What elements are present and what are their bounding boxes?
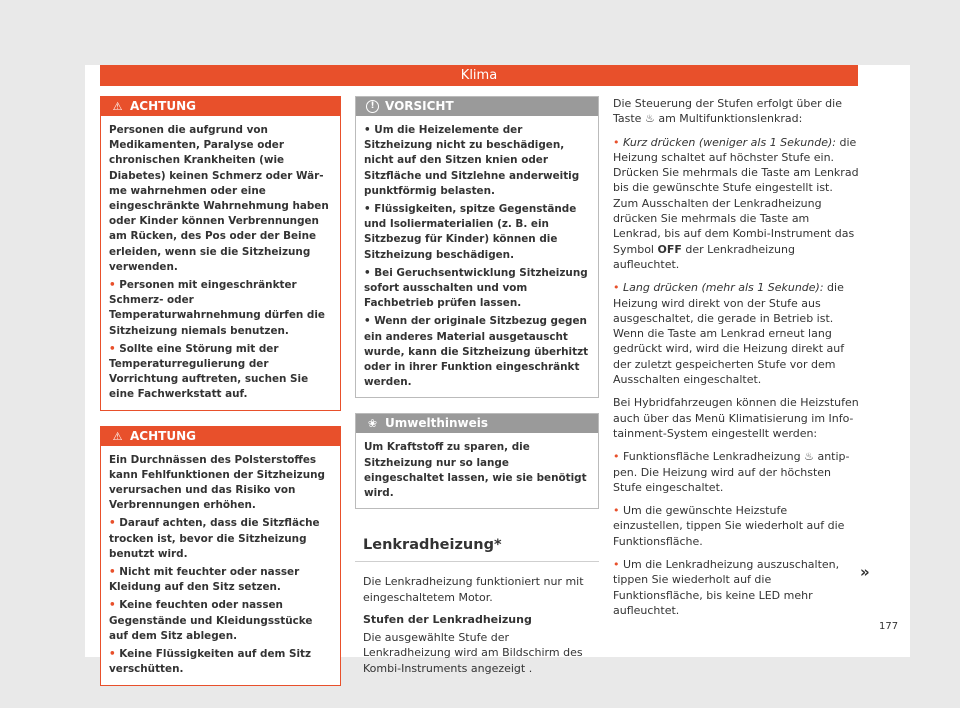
steering-wheel-heat-icon: ♨ (644, 112, 655, 126)
leaf-icon: ❀ (367, 417, 378, 431)
bullet-icon: • (364, 266, 375, 279)
bullet-icon: • (109, 517, 120, 530)
caution-bullet: • Flüssigkeiten, spitze Gegenstände und Isoliermaterialien (z. B. ein Sitzbezug für Kinder) können die Sitzheizung beschädigen. (364, 203, 577, 261)
stufen-text: Die ausgewählte Stufe der Lenkradheizung wird am Bildschirm des Kombi-Instruments angezeigt . (363, 631, 583, 675)
environment-box-title: Umwelthinweis (385, 416, 489, 431)
warning-box-2-bullet: • Darauf achten, dass die Sitzfläche trocken ist, bevor die Sitzheizung benutzt wird. (109, 517, 320, 560)
bullet-icon: • (364, 203, 375, 216)
warning-box-2-bullet: • Nicht mit feuchter oder nasser Kleidung auf den Sitz setzen. (109, 566, 300, 594)
column-1 (100, 96, 341, 701)
bullet-icon: • (109, 566, 120, 579)
warning-box-2-bullet: • Keine Flüssigkeiten auf dem Sitz verschütten. (109, 648, 312, 676)
short-press-paragraph: • Kurz drücken (weniger als 1 Sekunde): die Heizung schaltet auf höchster Stufe ein. Drücken Sie mehrmals die Taste am Lenkrad bis die gewünschte Stufe eingestellt ist. Zum Ausschalten der Lenkradheizung drücken Sie mehrmals die Taste am Lenkrad, bis auf dem Kombi-Instrument das Symbol OFF der Lenkradheizung aufleuchtet. (613, 135, 859, 271)
bullet-icon: • (613, 504, 623, 518)
page-number: 177 (879, 621, 899, 632)
hybrid-paragraph: Bei Hybridfahrzeugen können die Heizstufen auch über das Menü Klimatisierung im Infotainment-System eingestellt werden: (613, 396, 859, 440)
bullet-icon: • (109, 342, 120, 355)
bullet-icon: • (109, 599, 120, 612)
warning-box-2-header (101, 427, 340, 446)
bullet-icon: • (613, 135, 623, 149)
bullet-icon: • (109, 279, 120, 292)
steering-wheel-heat-icon: ♨ (804, 450, 814, 464)
section-intro: Die Lenkradheizung funktioniert nur mit eingeschaltetem Motor. (363, 575, 584, 604)
warning-triangle-icon: ⚠ (112, 100, 123, 113)
warning-box-1 (100, 96, 341, 411)
warning-box-2-body (101, 446, 340, 685)
caution-bullet: • Bei Geruchsentwicklung Sitzheizung sofort ausschalten und vom Fachbetrieb prüfen lassen. (364, 266, 588, 310)
warning-box-1-intro: Personen die aufgrund von Medikamenten, Paralyse oder chronischen Krankheiten (wie Diabetes) keinen Schmerz oder Wärme wahrnehmen oder eine eingeschränkte Wahrnehmung haben oder Kinder können Verbrennungen am Rücken, des Pos oder der Beine erleiden, wenn sie die Sitzheizung verwenden. (109, 124, 329, 273)
chapter-title: Klima (460, 68, 498, 83)
warning-box-1-title: ACHTUNG (130, 99, 196, 113)
long-press-paragraph: • Lang drücken (mehr als 1 Sekunde): die Heizung wird direkt von der Stufe aus ausgeschaltet, die gerade in Betrieb ist. Wenn die Taste am Lenkrad erneut lang gedrückt wird, wird die Heizung direkt auf der zuletzt gespeicherten Stufe vor dem Ausschalten eingeschaltet. (613, 281, 845, 387)
warning-box-1-bullet: • Personen mit eingeschränkter Schmerz- oder Temperaturwahrnehmung dürfen die Sitzheizung niemals benutzen. (109, 279, 325, 337)
bullet-icon: • (364, 124, 375, 136)
bullet-icon: • (613, 450, 623, 464)
bullet-icon: • (109, 648, 120, 661)
section-title: Lenkradheizung* (363, 537, 502, 554)
column-3 (613, 96, 859, 626)
section-body (355, 574, 599, 676)
column-3-body (613, 96, 859, 618)
section-divider (355, 561, 599, 562)
caution-box-body (356, 116, 598, 397)
warning-box-1-header (101, 97, 340, 116)
warning-box-2-title: ACHTUNG (130, 428, 196, 443)
environment-text: Um Kraftstoff zu sparen, die Sitzheizung nur so lange eingeschaltet lassen, wie sie benötigt wird. (364, 441, 587, 500)
column-2 (355, 96, 599, 683)
caution-bullet: • Wenn der originale Sitzbezug gegen ein anderes Material ausgetauscht wurde, kann die Sitzheizung überhitzt oder in ihrer Funktion eingeschränkt werden. (364, 315, 589, 389)
caution-box (355, 96, 599, 398)
warning-box-2-intro: Ein Durchnässen des Polsterstoffes kann Fehlfunktionen der Sitzheizung verursachen und das Risiko von Verbrennungen erhöhen. (109, 453, 325, 512)
bullet-icon: • (613, 558, 623, 572)
bullet-icon: • (364, 315, 375, 328)
warning-box-1-bullet: • Sollte eine Störung mit der Temperaturregulierung der Vorrichtung auftreten, suchen Sie eine Fachwerkstatt auf. (109, 342, 309, 401)
warning-triangle-icon: ⚠ (112, 429, 123, 443)
continue-marker: » (860, 563, 870, 581)
subheading: Stufen der Lenkradheizung (363, 612, 532, 626)
environment-box (355, 413, 599, 509)
environment-box-header (356, 414, 598, 433)
environment-box-body (356, 433, 598, 508)
caution-bullet: • Um die Heizelemente der Sitzheizung nicht zu beschädigen, nicht auf den Sitzen knien oder Sitzfläche und Sitzlehne anderweitig punktförmig belasten. (364, 124, 580, 197)
info-circle-icon: ! (366, 100, 379, 113)
hybrid-bullet: • Funktionsfläche Lenkradheizung ♨ antippen. Die Heizung wird auf der höchsten Stufe eingeschaltet. (613, 450, 850, 494)
warning-box-1-body (101, 116, 340, 410)
warning-box-2 (100, 426, 341, 686)
warning-box-2-bullet: • Keine feuchten oder nassen Gegenstände und Kleidungsstücke auf dem Sitz ablegen. (109, 599, 313, 642)
hybrid-bullet: • Um die Lenkradheizung auszuschalten, tippen Sie wiederholt auf die Funktionsfläche, bis keine LED mehr aufleuchtet. (613, 558, 840, 617)
bullet-icon: • (613, 281, 623, 295)
caution-box-header (356, 97, 598, 116)
hybrid-bullet: • Um die gewünschte Heizstufe einzustellen, tippen Sie wiederholt auf die Funktionsfläche. (613, 504, 845, 548)
caution-box-title: VORSICHT (385, 99, 454, 113)
steering-control-paragraph: Die Steuerung der Stufen erfolgt über die Taste ♨ am Multifunktionslenkrad: (613, 97, 842, 126)
chapter-header (100, 65, 858, 86)
